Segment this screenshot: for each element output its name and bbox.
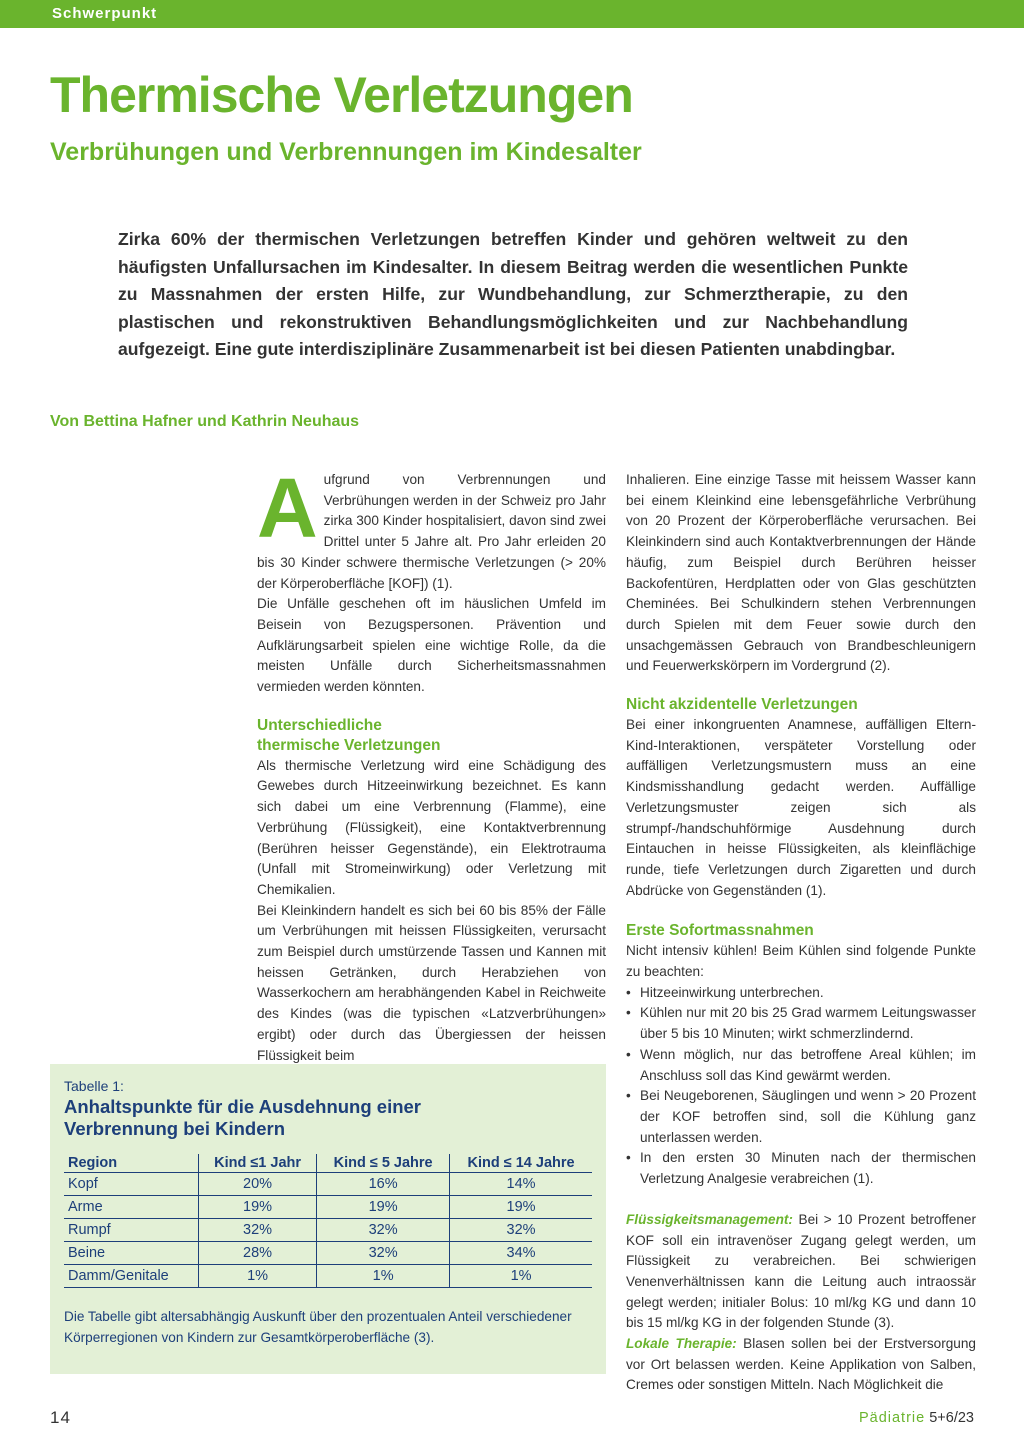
section-heading: Erste Sofortmassnahmen <box>626 922 814 940</box>
paragraph <box>626 1210 976 1334</box>
intro-text: ufgrund von Verbrennungen und Verbrühungen werden in der Schweiz pro Jahr zirka 300 Kinder hospitalisiert, davon sind zwei Drittel unter 5 Jahre alt. Pro Jahr erleiden 20 bis 30 Kinder schwere thermische Verletzungen (> 20% der Körperoberfläche [KOF]) (1). <box>257 472 606 591</box>
table-row <box>64 1196 592 1219</box>
list-item: • In den ersten 30 Minuten nach der thermischen Verletzung Analgesie verabreichen (1). <box>626 1148 976 1189</box>
paragraph: Bei Kleinkindern handelt es sich bei 60 bis 85% der Fälle um Verbrühungen mit heissen Flüssigkeiten, verursacht zum Beispiel durch umstürzende Tassen und Kannen mit heissen Getränken, durch Herabziehen von Wasserkochern am herabhängenden Kabel in Reichweite des Kindes (was die typischen «Latzverbrühungen» ergibt) oder durch das Übergiessen der heissen Flüssigkeit beim <box>257 902 606 1063</box>
paragraph: Als thermische Verletzung wird eine Schädigung des Gewebes durch Hitzeeinwirkung bezeichnet. Es kann sich dabei um eine Verbrennung (Flamme), eine Verbrühung (Flüssigkeit), eine Kontaktverbrennung (Berühren heisser Gegenstände), ein Elektrotrauma (Unfall mit Stromeinwirkung) oder Verletzung mit Chemikalien. <box>257 757 606 897</box>
journal-issue: 5+6/23 <box>925 1410 974 1426</box>
table-cell: 20% <box>199 1173 317 1196</box>
column-header: Kind ≤ 14 Jahre <box>450 1154 592 1173</box>
journal-footer <box>859 1410 974 1426</box>
table-label: Tabelle 1: <box>64 1078 124 1094</box>
column-header: Kind ≤1 Jahr <box>199 1154 317 1173</box>
list-item: • Bei Neugeborenen, Säuglingen und wenn > 20 Prozent der KOF betroffen sind, soll die Kühlung ganz unterlassen werden. <box>626 1086 976 1148</box>
intro-paragraph <box>257 461 606 594</box>
section-heading <box>257 716 606 756</box>
data-table <box>64 1154 592 1288</box>
table-row <box>64 1242 592 1265</box>
inline-label: Lokale Therapie: <box>626 1336 737 1352</box>
table-cell: 32% <box>317 1242 450 1265</box>
authors-line: Von Bettina Hafner und Kathrin Neuhaus <box>50 413 360 430</box>
table-cell: 32% <box>450 1219 592 1242</box>
paragraph: Die Unfälle geschehen oft im häuslichen Umfeld im Beisein von Bezugspersonen. Prävention und Aufklärungsarbeit spielen eine wichtige Rolle, da die meisten Unfälle durch Sicherheitsmassnahmen vermieden werden könnten. <box>257 596 606 695</box>
table-cell: Kopf <box>64 1173 199 1196</box>
table-row <box>64 1265 592 1288</box>
table-cell: 16% <box>317 1173 450 1196</box>
table-cell: 32% <box>199 1219 317 1242</box>
table-box <box>50 1064 606 1374</box>
section-heading: Nicht akzidentelle Verletzungen <box>626 696 858 714</box>
bullet-list <box>626 983 976 1190</box>
table-cell: 34% <box>450 1242 592 1265</box>
table-row <box>64 1219 592 1242</box>
table-cell: 19% <box>317 1196 450 1219</box>
table-cell: 19% <box>450 1196 592 1219</box>
column-header: Kind ≤ 5 Jahre <box>317 1154 450 1173</box>
article-subtitle: Verbrühungen und Verbrennungen im Kindesalter <box>50 138 642 166</box>
table-row <box>64 1173 592 1196</box>
table-cell: Damm/Genitale <box>64 1265 199 1288</box>
page-number: 14 <box>50 1408 71 1427</box>
drop-cap: A <box>257 461 318 555</box>
table-cell: 19% <box>199 1196 317 1219</box>
article-title: Thermische Verletzungen <box>50 67 633 123</box>
journal-name: Pädiatrie <box>858 1410 926 1426</box>
list-item: • Hitzeeinwirkung unterbrechen. <box>626 983 976 1004</box>
lead-paragraph: Zirka 60% der thermischen Verletzungen betreffen Kinder und gehören weltweit zu den häufigsten Unfallursachen im Kindesalter. In diesem Beitrag werden die wesentlichen Punkte zu Massnahmen der ersten Hilfe, zur Wundbehandlung, zur Schmerztherapie, zu den plastischen und rekonstruktiven Behandlungsmöglichkeiten und zur Nachbehandlung aufgezeigt. Eine gute interdisziplinäre Zusammenarbeit ist bei diesen Patienten unabdingbar. <box>118 229 908 359</box>
heading-line: Unterschiedliche <box>257 716 382 734</box>
text-column-1 <box>257 461 606 1066</box>
paragraph-text: Bei > 10 Prozent betroffener KOF soll ein intravenöser Zugang gelegt werden, um Flüssigkeit zu verabreichen. Bei schwierigen Venenverhältnissen kann die Leitung auch intraossär gelegt werden; initialer Bolus: 10 ml/kg KG und dann 10 bis 15 ml/kg KG in der folgenden Stunde (3). <box>626 1211 976 1331</box>
list-item: • Kühlen nur mit 20 bis 25 Grad warmem Leitungswasser über 5 bis 10 Minuten; wirkt schmerzlindernd. <box>626 1003 976 1044</box>
table-title: Anhaltspunkte für die Ausdehnung einer Verbrennung bei Kindern <box>64 1096 422 1139</box>
table-cell: Arme <box>64 1196 199 1219</box>
list-item: • Wenn möglich, nur das betroffene Areal kühlen; im Anschluss soll das Kind gewärmt werden. <box>626 1045 976 1086</box>
table-cell: 32% <box>317 1219 450 1242</box>
text-column-2 <box>626 470 976 1396</box>
table-cell: Rumpf <box>64 1219 199 1242</box>
table-header-row <box>64 1154 592 1173</box>
paragraph: Inhalieren. Eine einzige Tasse mit heissem Wasser kann bei einem Kleinkind eine lebensgefährliche Verbrühung von 20 Prozent der Körperoberfläche verursachen. Bei Kleinkindern sind auch Kontaktverbrennungen der Hände häufig, zum Beispiel durch Berühren heisser Backofentüren, Herdplatten oder von Glas geschützten Cheminées. Bei Schulkindern stehen Verbrennungen durch Spielen mit dem Feuer sowie durch den unsachgemässen Gebrauch von Brandbeschleunigern und Feuerwerkskörpern im Vordergrund (2). <box>626 472 976 674</box>
paragraph-text: Blasen sollen bei der Erstversorgung vor Ort belassen werden. Keine Applikation von Salben, Cremes oder sonstigen Mitteln. Nach Möglichkeit die <box>626 1336 976 1393</box>
table-cell: 1% <box>450 1265 592 1288</box>
table-cell: 28% <box>199 1242 317 1265</box>
paragraph <box>626 1334 976 1396</box>
paragraph: Bei einer inkongruenten Anamnese, auffälligen Eltern-Kind-Interaktionen, verspäteter Vorstellung oder auffälligen Verletzungsmustern muss an eine Kindsmisshandlung gedacht werden. Auffällige Verletzungsmuster zeigen sich als strumpf-/handschuhförmige Ausdehnung durch Eintauchen in heisse Flüssigkeiten, als kleinflächige runde, tiefe Verletzungen durch Zigaretten und durch Abdrücke von Gegenständen (1). <box>626 717 976 898</box>
inline-label: Flüssigkeitsmanagement: <box>626 1211 793 1227</box>
table-caption: Die Tabelle gibt altersabhängig Auskunft über den prozentualen Anteil verschiedener Körperregionen von Kindern zur Gesamtkörperoberfläche (3). <box>64 1309 572 1345</box>
section-label: Schwerpunkt <box>52 5 158 22</box>
paragraph: Nicht intensiv kühlen! Beim Kühlen sind folgende Punkte zu beachten: <box>626 943 976 980</box>
table-cell: 14% <box>450 1173 592 1196</box>
heading-line: thermische Verletzungen <box>257 736 441 754</box>
section-header-bar <box>0 0 1024 28</box>
column-header: Region <box>64 1154 199 1173</box>
table-cell: 1% <box>317 1265 450 1288</box>
table-cell: Beine <box>64 1242 199 1265</box>
table-cell: 1% <box>199 1265 317 1288</box>
